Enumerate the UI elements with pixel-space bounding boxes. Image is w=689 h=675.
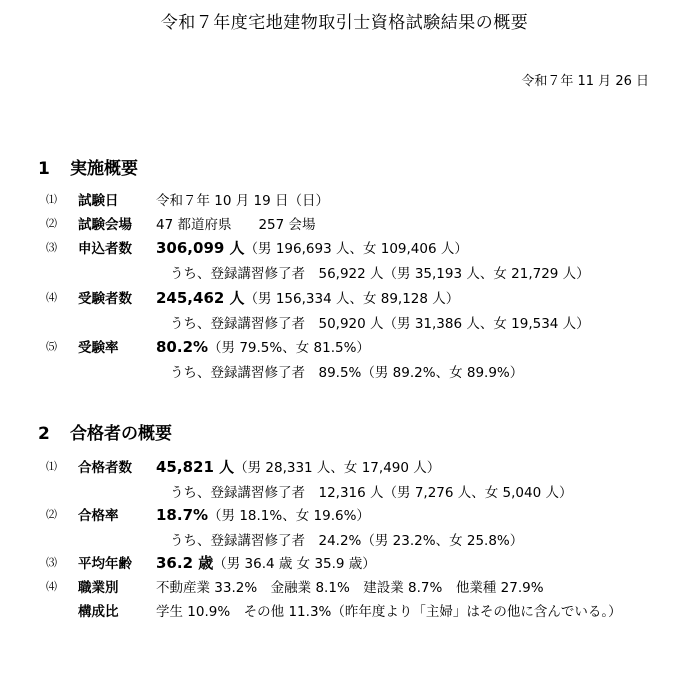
section-2-number: 2 bbox=[38, 424, 50, 444]
item-index: ⑴ bbox=[46, 460, 57, 473]
item-index: ⑷ bbox=[46, 291, 57, 304]
item-index: ⑸ bbox=[46, 340, 57, 353]
item-index: ⑷ bbox=[46, 580, 57, 593]
item-label: 合格者数 bbox=[78, 460, 132, 476]
section-2-title: 合格者の概要 bbox=[70, 424, 172, 444]
item-index: ⑴ bbox=[46, 193, 57, 206]
item-label: 試験会場 bbox=[78, 217, 132, 233]
item-main-value: 45,821 人 bbox=[156, 458, 235, 476]
row-passers-sub: うち、登録講習修了者 12,316 人（男 7,276 人、女 5,040 人） bbox=[170, 485, 573, 501]
row-exam-venue bbox=[46, 213, 666, 233]
item-value: 不動産業 33.2% 金融業 8.1% 建設業 8.7% 他業種 27.9% bbox=[156, 580, 544, 596]
item-main-value: 36.2 歳 bbox=[156, 554, 214, 572]
row-passers bbox=[46, 456, 666, 476]
item-main-value: 245,462 人 bbox=[156, 289, 245, 307]
row-pass-rate bbox=[46, 504, 666, 524]
row-examinees bbox=[46, 287, 666, 307]
item-breakdown: （男 18.1%、女 19.6%） bbox=[208, 508, 370, 524]
item-value: 学生 10.9% その他 11.3%（昨年度より「主婦」はその他に含んでいる。） bbox=[156, 604, 622, 620]
section-1-title: 実施概要 bbox=[70, 159, 138, 179]
item-label: 構成比 bbox=[78, 604, 119, 620]
item-label: 平均年齢 bbox=[78, 556, 132, 572]
item-breakdown: （男 28,331 人、女 17,490 人） bbox=[234, 460, 441, 476]
row-applicants bbox=[46, 237, 666, 257]
item-main-value: 306,099 人 bbox=[156, 239, 245, 257]
item-breakdown: （男 36.4 歳 女 35.9 歳） bbox=[213, 556, 376, 572]
row-applicants-sub: うち、登録講習修了者 56,922 人（男 35,193 人、女 21,729 人） bbox=[170, 266, 590, 282]
row-examinees-sub: うち、登録講習修了者 50,920 人（男 31,386 人、女 19,534 人） bbox=[170, 316, 590, 332]
item-main-value: 80.2% bbox=[156, 338, 209, 356]
item-index: ⑶ bbox=[46, 241, 57, 254]
item-label: 受験率 bbox=[78, 340, 119, 356]
item-label: 受験者数 bbox=[78, 291, 132, 307]
section-1-heading bbox=[38, 154, 138, 179]
item-value: 47 都道府県 257 会場 bbox=[156, 217, 316, 233]
row-exam-rate-sub: うち、登録講習修了者 89.5%（男 89.2%、女 89.9%） bbox=[170, 365, 524, 381]
item-breakdown: （男 79.5%、女 81.5%） bbox=[208, 340, 370, 356]
item-breakdown: （男 196,693 人、女 109,406 人） bbox=[244, 241, 468, 257]
row-pass-rate-sub: うち、登録講習修了者 24.2%（男 23.2%、女 25.8%） bbox=[170, 533, 524, 549]
item-label: 合格率 bbox=[78, 508, 119, 524]
row-exam-rate bbox=[46, 336, 666, 356]
item-value: 令和７年 10 月 19 日（日） bbox=[156, 193, 330, 209]
item-index: ⑵ bbox=[46, 508, 57, 521]
document-date: 令和７年 11 月 26 日 bbox=[521, 74, 649, 89]
item-label: 申込者数 bbox=[78, 241, 132, 257]
row-composition bbox=[46, 600, 666, 620]
item-label: 職業別 bbox=[78, 580, 119, 596]
section-1-number: 1 bbox=[38, 159, 50, 179]
document-title: 令和７年度宅地建物取引士資格試験結果の概要 bbox=[160, 13, 529, 33]
item-breakdown: （男 156,334 人、女 89,128 人） bbox=[244, 291, 460, 307]
item-main-value: 18.7% bbox=[156, 506, 209, 524]
row-exam-date bbox=[46, 189, 666, 209]
row-occupation bbox=[46, 576, 666, 596]
row-average-age bbox=[46, 552, 666, 572]
section-2-heading bbox=[38, 419, 172, 444]
item-index: ⑵ bbox=[46, 217, 57, 230]
item-label: 試験日 bbox=[78, 193, 119, 209]
item-index: ⑶ bbox=[46, 556, 57, 569]
